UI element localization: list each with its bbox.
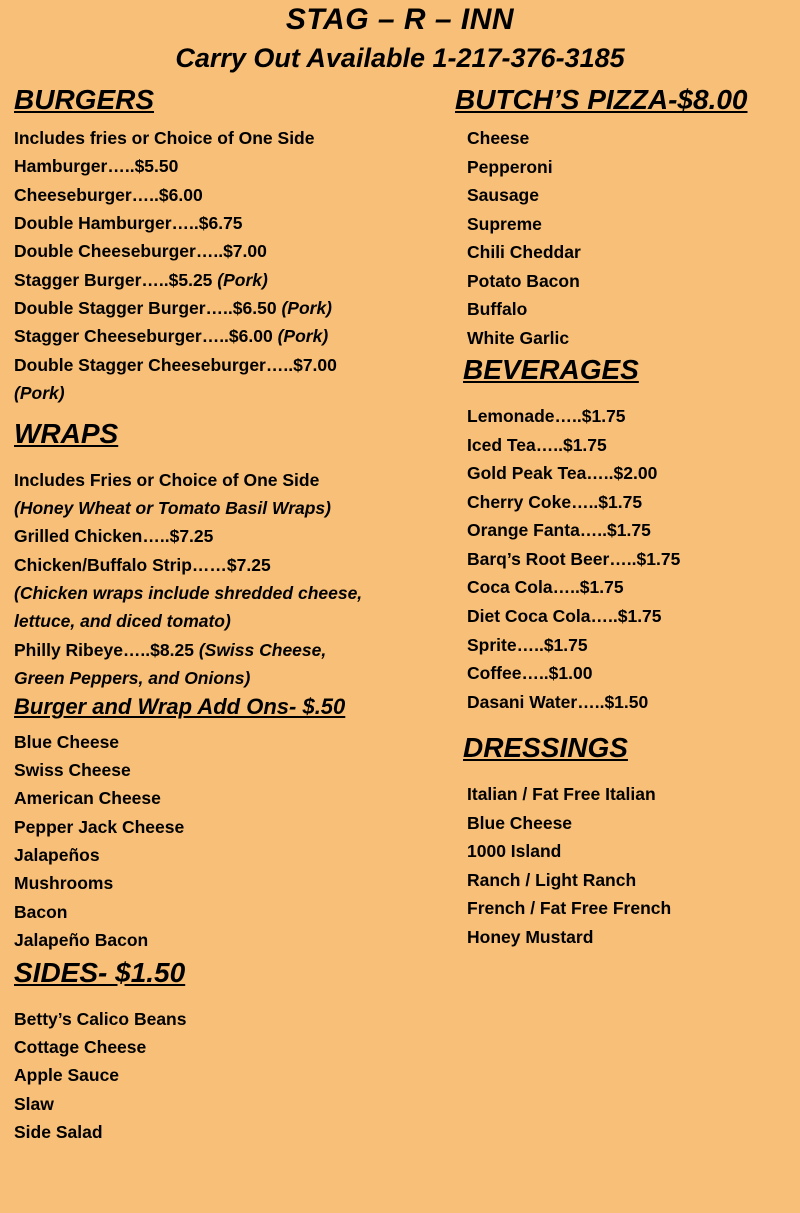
menu-item: Bacon [14, 901, 68, 922]
menu-item: Jalapeños [14, 845, 100, 866]
menu-item: Cottage Cheese [14, 1037, 147, 1058]
section-addons [14, 692, 455, 954]
menu-item [14, 636, 455, 664]
item-name: Cheeseburger…..$6.00 [14, 184, 203, 205]
menu-item [14, 152, 455, 180]
item-note: (Swiss Cheese, [193, 639, 327, 660]
menu-header [0, 0, 800, 74]
menu-item: Supreme [467, 213, 542, 234]
spacer [455, 772, 800, 780]
item-note: (Pork) [276, 298, 333, 319]
menu-item: Side Salad [14, 1122, 103, 1143]
menu-item [14, 237, 455, 265]
menu-item [14, 209, 455, 237]
menu-item [14, 351, 455, 379]
menu-item: American Cheese [14, 788, 161, 809]
burgers-heading: BURGERS [14, 83, 155, 115]
menu-item: Pepperoni [467, 156, 553, 177]
item-name: Stagger Burger…..$5.25 [14, 269, 213, 290]
menu-item: French / Fat Free French [467, 898, 672, 919]
item-name: Chicken/Buffalo Strip……$7.25 [14, 554, 271, 575]
menu-item: Diet Coca Cola…..$1.75 [467, 606, 662, 626]
menu-item: Cherry Coke…..$1.75 [467, 491, 643, 512]
menu-item: Jalapeño Bacon [14, 930, 149, 951]
section-dressings [455, 730, 800, 951]
section-beverages [455, 352, 800, 716]
menu-item: Blue Cheese [467, 812, 573, 833]
menu-item: Dasani Water…..$1.50 [467, 691, 649, 712]
restaurant-title: STAG – R – INN [285, 3, 515, 36]
wraps-heading: WRAPS [14, 417, 119, 449]
carry-out-subtitle: Carry Out Available 1-217-376-3185 [175, 42, 625, 73]
menu-item: Slaw [14, 1093, 54, 1114]
menu-columns [0, 82, 800, 1147]
menu-item: Cheese [467, 128, 530, 149]
section-wraps [14, 416, 455, 693]
item-note: (Pork) [272, 326, 329, 347]
menu-item: 1000 Island [467, 841, 562, 862]
menu-item [14, 522, 455, 550]
item-name: Double Stagger Burger…..$6.50 [14, 298, 277, 319]
addons-heading: Burger and Wrap Add Ons- $.50 [14, 694, 346, 720]
menu-item: Pepper Jack Cheese [14, 816, 185, 837]
section-sides [14, 955, 455, 1147]
spacer [455, 716, 800, 730]
spacer [14, 997, 455, 1005]
menu-item: Swiss Cheese [14, 760, 131, 781]
dressings-heading: DRESSINGS [463, 732, 628, 764]
pizza-heading: BUTCH’S PIZZA-$8.00 [455, 83, 748, 115]
beverages-heading: BEVERAGES [463, 354, 639, 386]
section-burgers [14, 82, 455, 408]
menu-item [14, 266, 455, 294]
menu-item [14, 294, 455, 322]
menu-item: Italian / Fat Free Italian [467, 784, 656, 805]
menu-item: Blue Cheese [14, 731, 120, 752]
dressings-items [455, 780, 800, 951]
menu-item: Honey Mustard [467, 926, 594, 947]
wraps-intro-note: (Honey Wheat or Tomato Basil Wraps) [14, 498, 331, 519]
wraps-note-line-2: lettuce, and diced tomato) [14, 611, 231, 632]
burgers-trailing-note: (Pork) [14, 383, 65, 404]
menu-item: Potato Bacon [467, 270, 580, 291]
menu-item: Chili Cheddar [467, 242, 581, 263]
menu-item: Barq’s Root Beer…..$1.75 [467, 548, 681, 569]
sides-heading: SIDES- $1.50 [14, 956, 186, 988]
menu-item: Sausage [467, 185, 539, 206]
item-name: Double Hamburger…..$6.75 [14, 213, 243, 234]
wraps-intro: Includes Fries or Choice of One Side [14, 469, 320, 490]
menu-item: Coffee…..$1.00 [467, 663, 593, 684]
philly-note-line-2: Green Peppers, and Onions) [14, 668, 251, 689]
menu-item [14, 551, 455, 579]
menu-item: Buffalo [467, 299, 528, 320]
menu-item: Iced Tea…..$1.75 [467, 434, 607, 455]
menu-item [14, 322, 455, 350]
pizza-items [455, 124, 800, 352]
menu-item: Coca Cola…..$1.75 [467, 577, 624, 598]
menu-item: Lemonade…..$1.75 [467, 406, 626, 427]
burgers-intro: Includes fries or Choice of One Side [14, 128, 315, 149]
item-name: Double Cheeseburger…..$7.00 [14, 241, 267, 262]
menu-item: Orange Fanta…..$1.75 [467, 520, 651, 541]
item-name: Hamburger…..$5.50 [14, 156, 179, 177]
item-name: Grilled Chicken…..$7.25 [14, 526, 214, 547]
menu-item [14, 181, 455, 209]
menu-item: Gold Peak Tea…..$2.00 [467, 463, 658, 484]
spacer [14, 408, 455, 416]
section-pizza [455, 82, 800, 352]
menu-item: White Garlic [467, 327, 570, 348]
spacer [455, 394, 800, 402]
left-column [0, 82, 455, 1147]
menu-item: Apple Sauce [14, 1065, 120, 1086]
menu-item: Sprite…..$1.75 [467, 634, 588, 655]
item-note: (Pork) [212, 269, 268, 290]
wraps-note-line-1: (Chicken wraps include shredded cheese, [14, 583, 363, 604]
item-name: Double Stagger Cheeseburger…..$7.00 [14, 354, 337, 375]
item-name: Stagger Cheeseburger…..$6.00 [14, 326, 273, 347]
right-column [455, 82, 800, 1147]
beverages-items [455, 402, 800, 716]
menu-item: Ranch / Light Ranch [467, 869, 637, 890]
spacer [14, 458, 455, 466]
menu-item: Mushrooms [14, 873, 114, 894]
menu-item: Betty’s Calico Beans [14, 1008, 187, 1029]
item-name: Philly Ribeye…..$8.25 [14, 639, 194, 660]
